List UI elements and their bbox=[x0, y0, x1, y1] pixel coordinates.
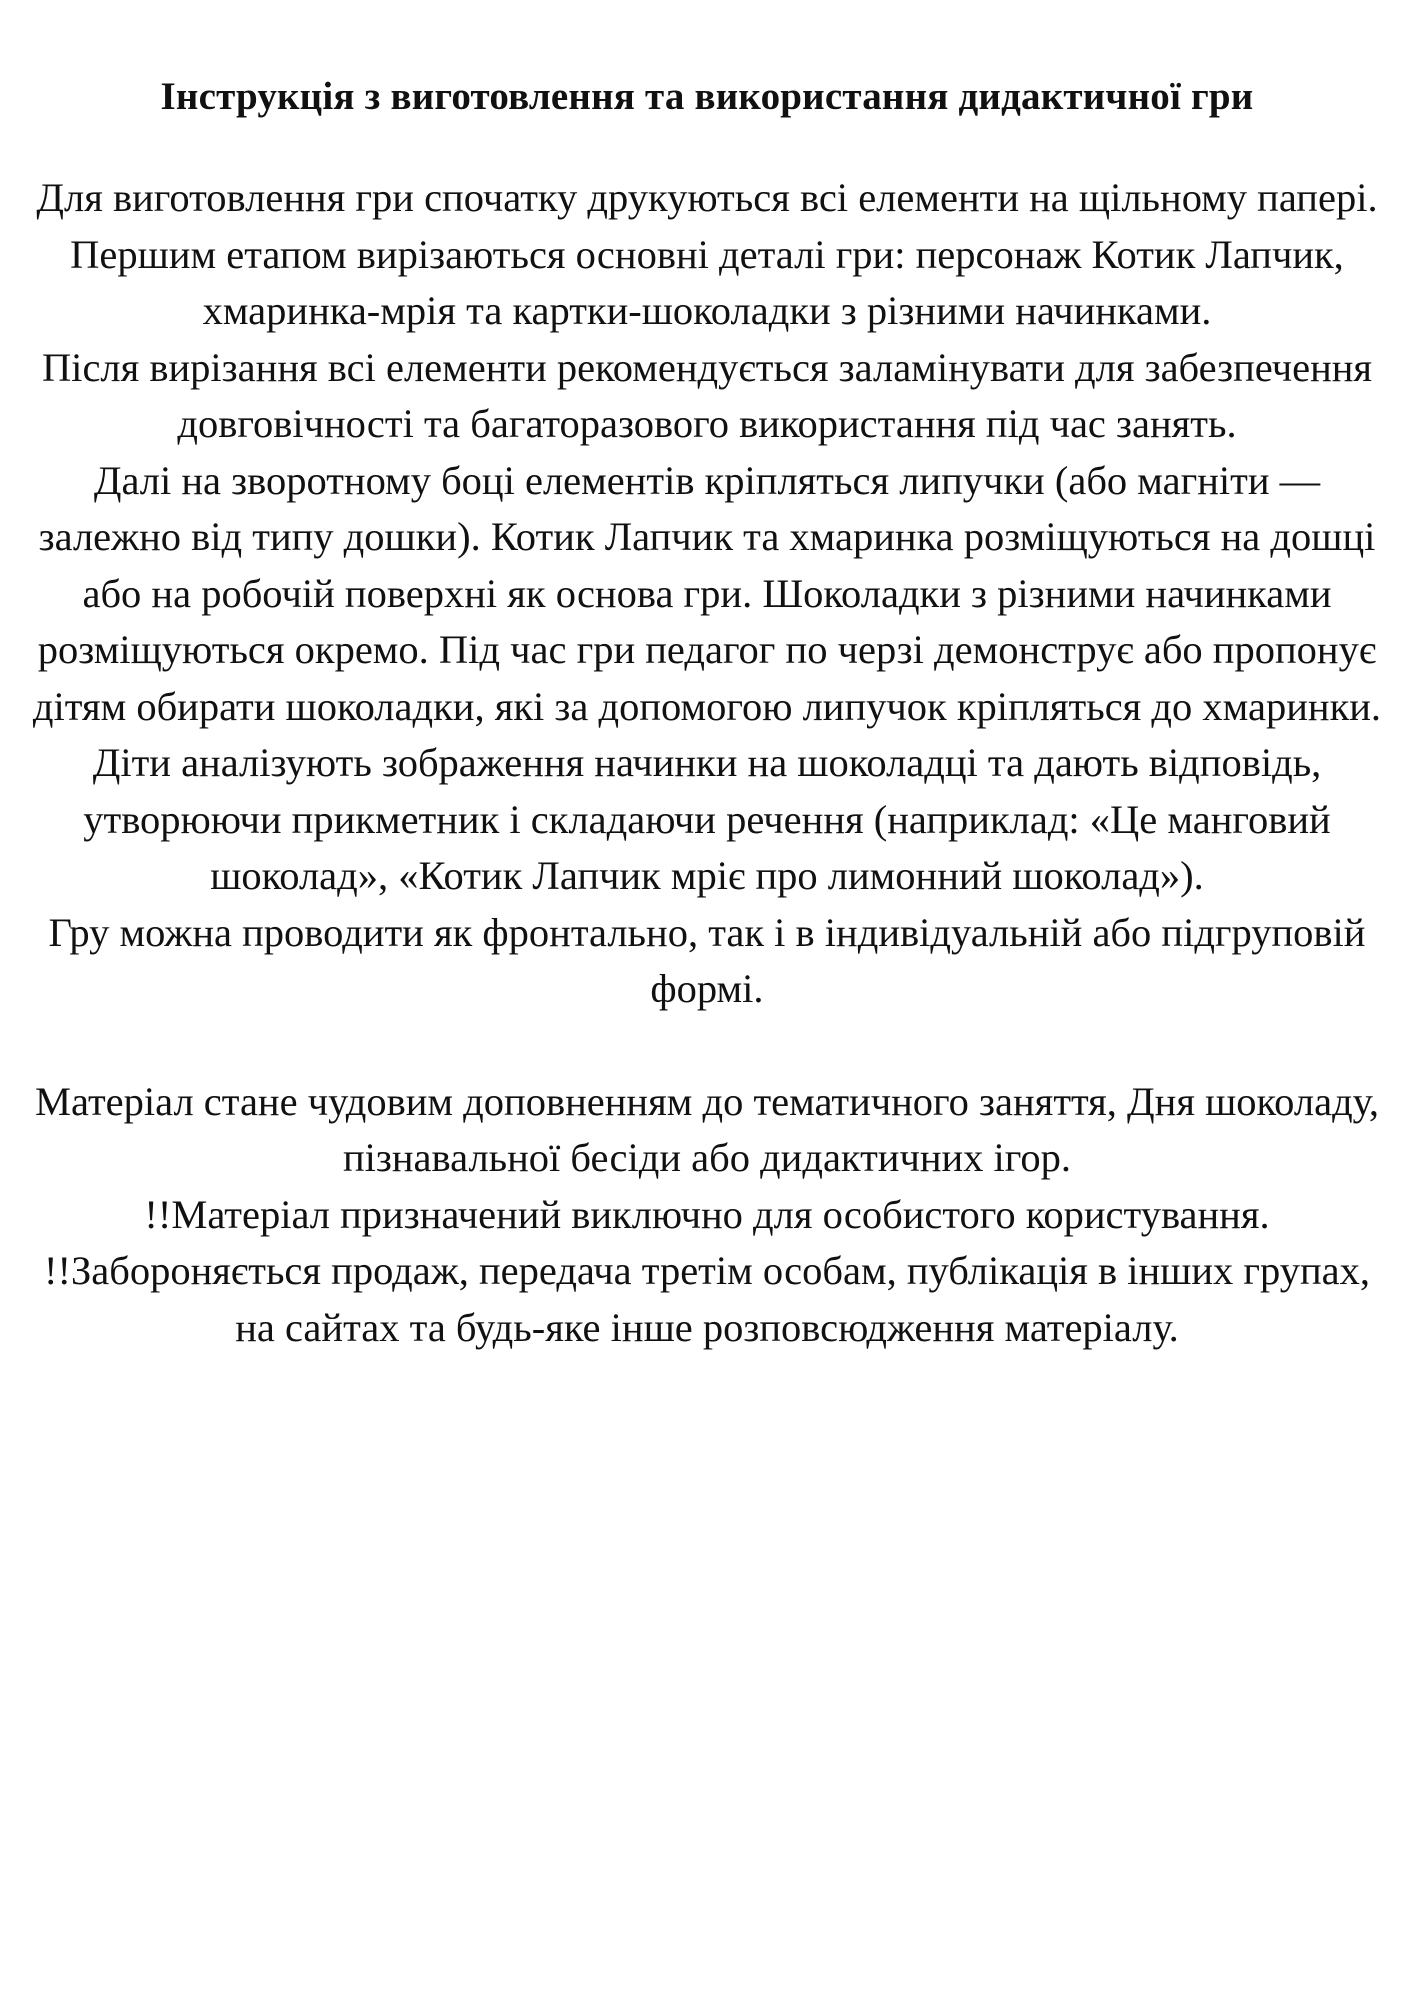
distribution-restriction-note: !!Забороняється продаж, передача третім особам, публікація в інших групах, на сайтах та будь-яке інше розповсюдження матеріалу. bbox=[43, 1248, 1371, 1350]
instruction-paragraph: Після вирізання всі елементи рекомендується заламінувати для забезпечення довговічності та багаторазового використання під час занять. bbox=[41, 344, 1373, 446]
instructions-section bbox=[30, 170, 1384, 1018]
note-paragraph: Матеріал стане чудовим доповненням до тематичного заняття, Дня шоколаду, пізнавальної бесіди або дидактичних ігор. bbox=[35, 1078, 1379, 1180]
usage-restriction-note: !!Матеріал призначений виключно для особистого користування. bbox=[144, 1191, 1270, 1237]
notes-section bbox=[30, 1074, 1384, 1357]
section-spacer bbox=[30, 1018, 1384, 1074]
instruction-paragraph: Для виготовлення гри спочатку друкуються всі елементи на щільному папері. Першим етапом вирізаються основні деталі гри: персонаж Котик Лапчик, хмаринка-мрія та картки-шоколадки з різними начинками. bbox=[36, 175, 1378, 333]
instruction-paragraph: Гру можна проводити як фронтально, так і в індивідуальній або підгруповій формі. bbox=[48, 909, 1366, 1011]
document-title: Інструкція з виготовлення та використання дидактичної гри bbox=[160, 75, 1254, 118]
instruction-paragraph: Далі на зворотному боці елементів кріпляться липучки (або магніти — залежно від типу дошки). Котик Лапчик та хмаринка розміщуються на дошці або на робочій поверхні як основа гри. Шоколадки з різними начинками розміщуються окремо. Під час гри педагог по черзі демонструє або пропонує дітям обирати шоколадки, які за допомогою липучок кріпляться до хмаринки. Діти аналізують зображення начинки на шоколадці та дають відповідь, утворюючи прикметник і складаючи речення (наприклад: «Це манговий шоколад», «Котик Лапчик мріє про лимонний шоколад»). bbox=[32, 457, 1382, 898]
